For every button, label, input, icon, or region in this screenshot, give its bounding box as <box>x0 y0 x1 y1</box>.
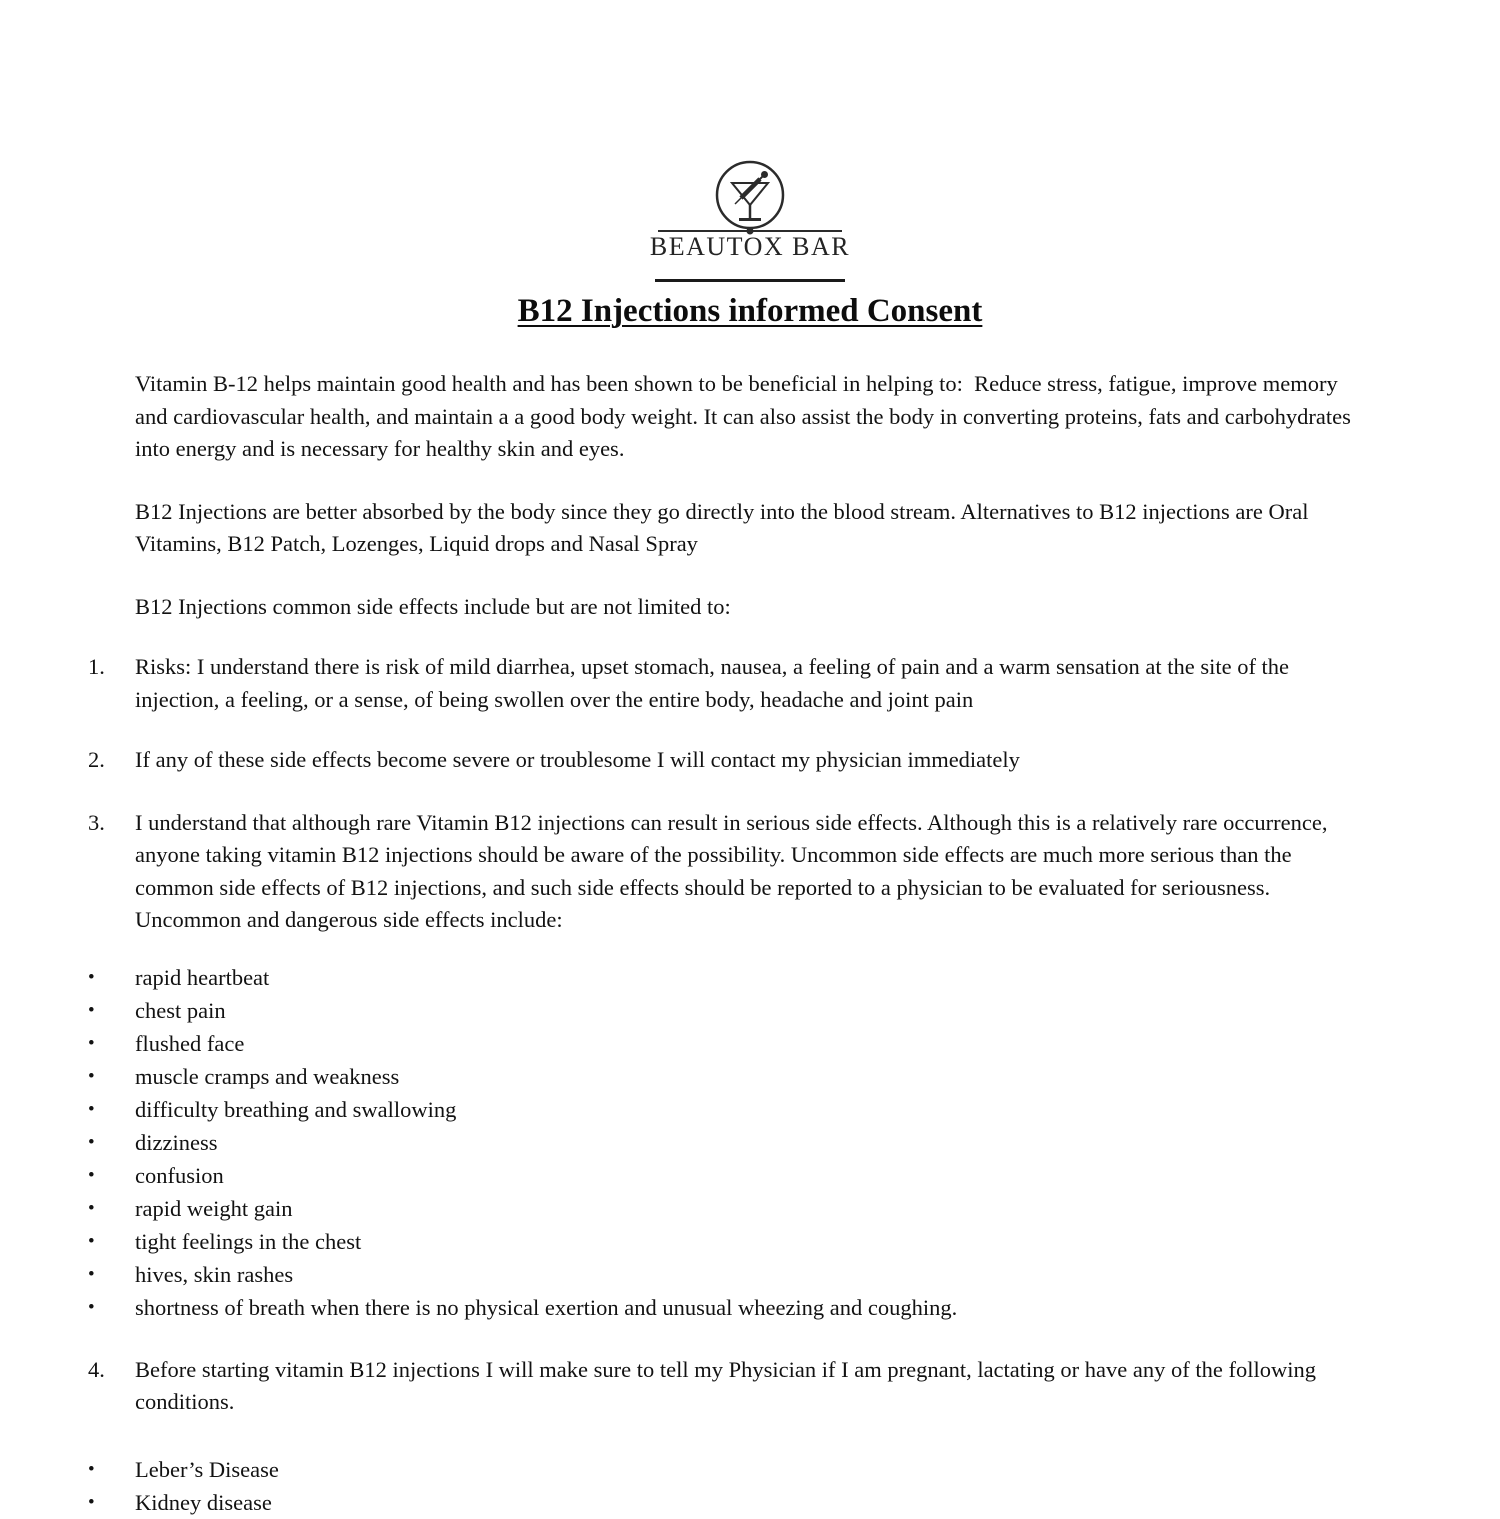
bullet-icon: • <box>88 1458 95 1480</box>
bullet-icon: • <box>88 1491 95 1513</box>
list-number: 3. <box>88 809 105 835</box>
martini-syringe-icon <box>650 158 850 238</box>
intro-paragraph-absorption: B12 Injections are better absorbed by the body since they go directly into the blood stream. Alternatives to B12 injections are Oral Vitamins, B12 Patch, Lozenges, Liquid drops and Nasal Spray <box>135 498 1314 556</box>
list-item <box>88 1225 1367 1258</box>
brand-name: BEAUTOX BAR <box>649 232 851 261</box>
conditions-list <box>88 1453 1367 1519</box>
list-item-text: difficulty breathing and swallowing <box>135 1096 457 1122</box>
list-item <box>88 1453 1367 1486</box>
intro-paragraph-benefits: Vitamin B-12 helps maintain good health and has been shown to be beneficial in helping to: Reduce stress, fatigue, improve memory and cardiovascular health, and maintain a a good body weight. It can also assist the body in converting proteins, fats and carbohydrates into energy and is necessary for healthy skin and eyes. <box>135 371 1357 461</box>
list-item-text: I understand that although rare Vitamin B12 injections can result in serious side effects. Although this is a relatively rare occurrence, anyone taking vitamin B12 injections should be aware of the possibility. Uncommon side effects are much more serious than the common side effects of B12 injections, and such side effects should be reported to a physician to be evaluated for seriousness. Uncommon and dangerous side effects include: <box>135 809 1334 932</box>
list-item-text: Kidney disease <box>135 1489 272 1515</box>
list-number: 4. <box>88 1356 105 1382</box>
bullet-icon: • <box>88 999 95 1021</box>
bullet-icon: • <box>88 1197 95 1219</box>
list-item <box>88 1060 1367 1093</box>
list-item <box>88 1159 1367 1192</box>
bullet-icon: • <box>88 966 95 988</box>
numbered-item-4 <box>88 1354 1367 1419</box>
syringe-plunger-dot <box>761 171 768 178</box>
numbered-item-1 <box>88 651 1367 716</box>
list-item-text: chest pain <box>135 997 226 1023</box>
list-item-text: confusion <box>135 1162 224 1188</box>
list-item-text: Before starting vitamin B12 injections I will make sure to tell my Physician if I am pregnant, lactating or have any of the following conditions. <box>135 1356 1322 1414</box>
bullet-icon: • <box>88 1164 95 1186</box>
list-item <box>88 1486 1367 1519</box>
header-divider <box>655 279 845 282</box>
list-number: 1. <box>88 654 105 679</box>
list-item-text: If any of these side effects become severe or troublesome I will contact my physician immediately <box>135 747 1020 772</box>
bullet-icon: • <box>88 1131 95 1153</box>
list-item-text: rapid heartbeat <box>135 964 270 990</box>
list-item <box>88 1258 1367 1291</box>
list-item-text: Risks: I understand there is risk of mild diarrhea, upset stomach, nausea, a feeling of pain and a warm sensation at the site of the injection, a feeling, or a sense, of being swollen over the entire body, headache and joint pain <box>135 654 1295 712</box>
document-title: B12 Injections informed Consent <box>517 293 983 329</box>
bullet-icon: • <box>88 1296 95 1318</box>
list-item-text: tight feelings in the chest <box>135 1228 362 1254</box>
intro-paragraph-side-effects-lead: B12 Injections common side effects include but are not limited to: <box>135 593 731 619</box>
numbered-item-2 <box>88 744 1367 777</box>
list-item <box>88 1192 1367 1225</box>
list-item-text: Leber’s Disease <box>135 1456 279 1482</box>
list-number: 2. <box>88 747 105 772</box>
list-item-text: muscle cramps and weakness <box>135 1063 400 1089</box>
brand-logo <box>0 0 1500 262</box>
list-item <box>88 994 1367 1027</box>
list-item-text: flushed face <box>135 1030 245 1056</box>
bullet-icon: • <box>88 1230 95 1252</box>
list-item <box>88 1291 1367 1324</box>
list-item <box>88 961 1367 994</box>
bullet-icon: • <box>88 1263 95 1285</box>
list-item-text: rapid weight gain <box>135 1195 293 1221</box>
list-item <box>88 1093 1367 1126</box>
uncommon-side-effects-list <box>88 961 1367 1324</box>
bullet-icon: • <box>88 1098 95 1120</box>
list-item-text: shortness of breath when there is no physical exertion and unusual wheezing and coughing. <box>135 1294 958 1320</box>
bullet-icon: • <box>88 1032 95 1054</box>
numbered-item-3 <box>88 807 1367 937</box>
list-item <box>88 1027 1367 1060</box>
bullet-icon: • <box>88 1065 95 1087</box>
list-item-text: dizziness <box>135 1129 218 1155</box>
list-item-text: hives, skin rashes <box>135 1261 294 1287</box>
list-item <box>88 1126 1367 1159</box>
